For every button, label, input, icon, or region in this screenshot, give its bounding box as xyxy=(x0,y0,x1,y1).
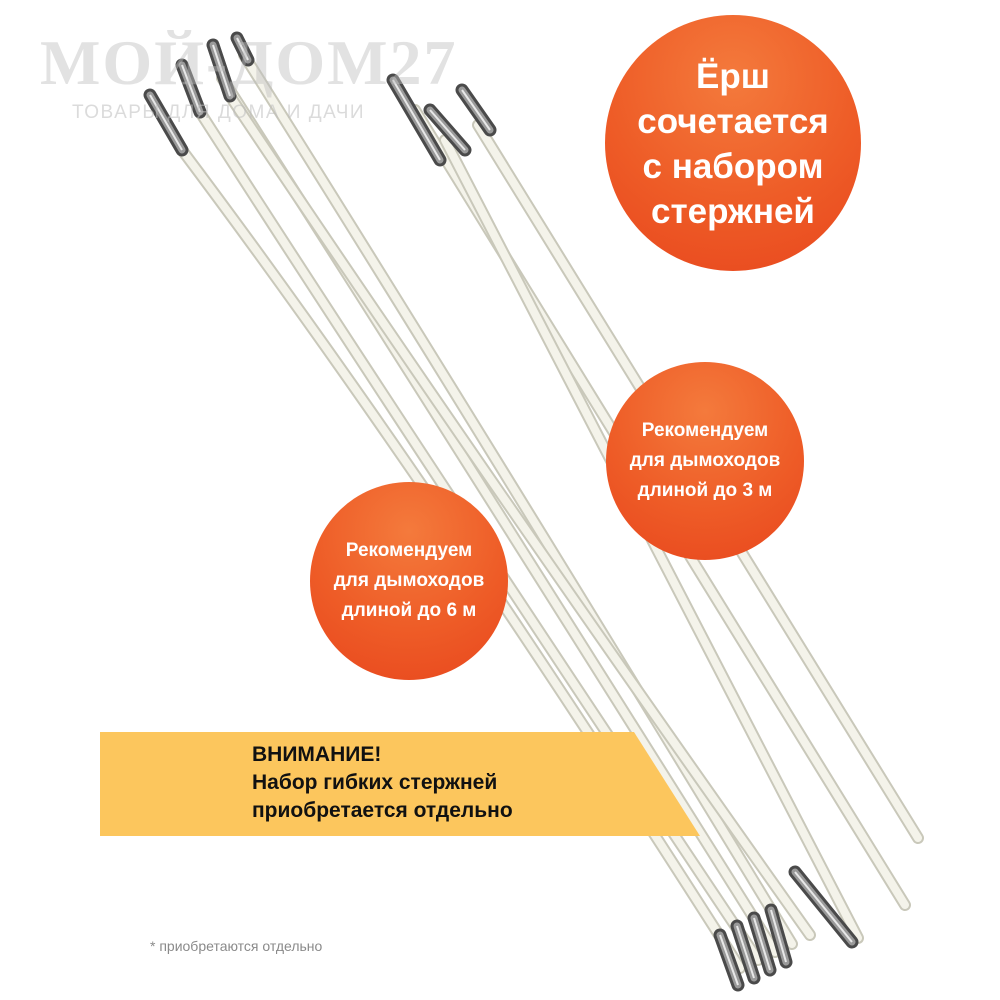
metal-tip xyxy=(720,935,738,985)
badge-line: длиной до 6 м xyxy=(341,600,477,621)
warning-line: приобретается отдельно xyxy=(252,799,513,822)
watermark-title: МОЙ-ДОМ27 xyxy=(40,27,458,98)
badge-line: Ёрш xyxy=(696,57,770,96)
badge-line: Рекомендуем xyxy=(641,420,769,441)
watermark-subtitle: ТОВАРЫ ДЛЯ ДОМА И ДАЧИ xyxy=(72,102,366,123)
badge-line: длиной до 3 м xyxy=(637,480,773,501)
warning-heading: ВНИМАНИЕ! xyxy=(252,743,382,766)
badge-line: для дымоходов xyxy=(629,450,781,471)
warning-text xyxy=(252,741,513,825)
badge-line: с набором xyxy=(642,147,824,186)
compatibility-badge xyxy=(605,15,861,271)
badge-line: Рекомендуем xyxy=(345,540,473,561)
recommend-3m-badge xyxy=(606,362,804,560)
store-watermark xyxy=(40,27,510,123)
badge-line: стержней xyxy=(651,192,815,231)
badge-line: для дымоходов xyxy=(333,570,485,591)
footnote: * приобретаются отдельно xyxy=(150,938,323,954)
badge-line: сочетается xyxy=(637,102,829,141)
recommend-6m-badge xyxy=(310,482,508,680)
warning-line: Набор гибких стержней xyxy=(252,771,498,794)
